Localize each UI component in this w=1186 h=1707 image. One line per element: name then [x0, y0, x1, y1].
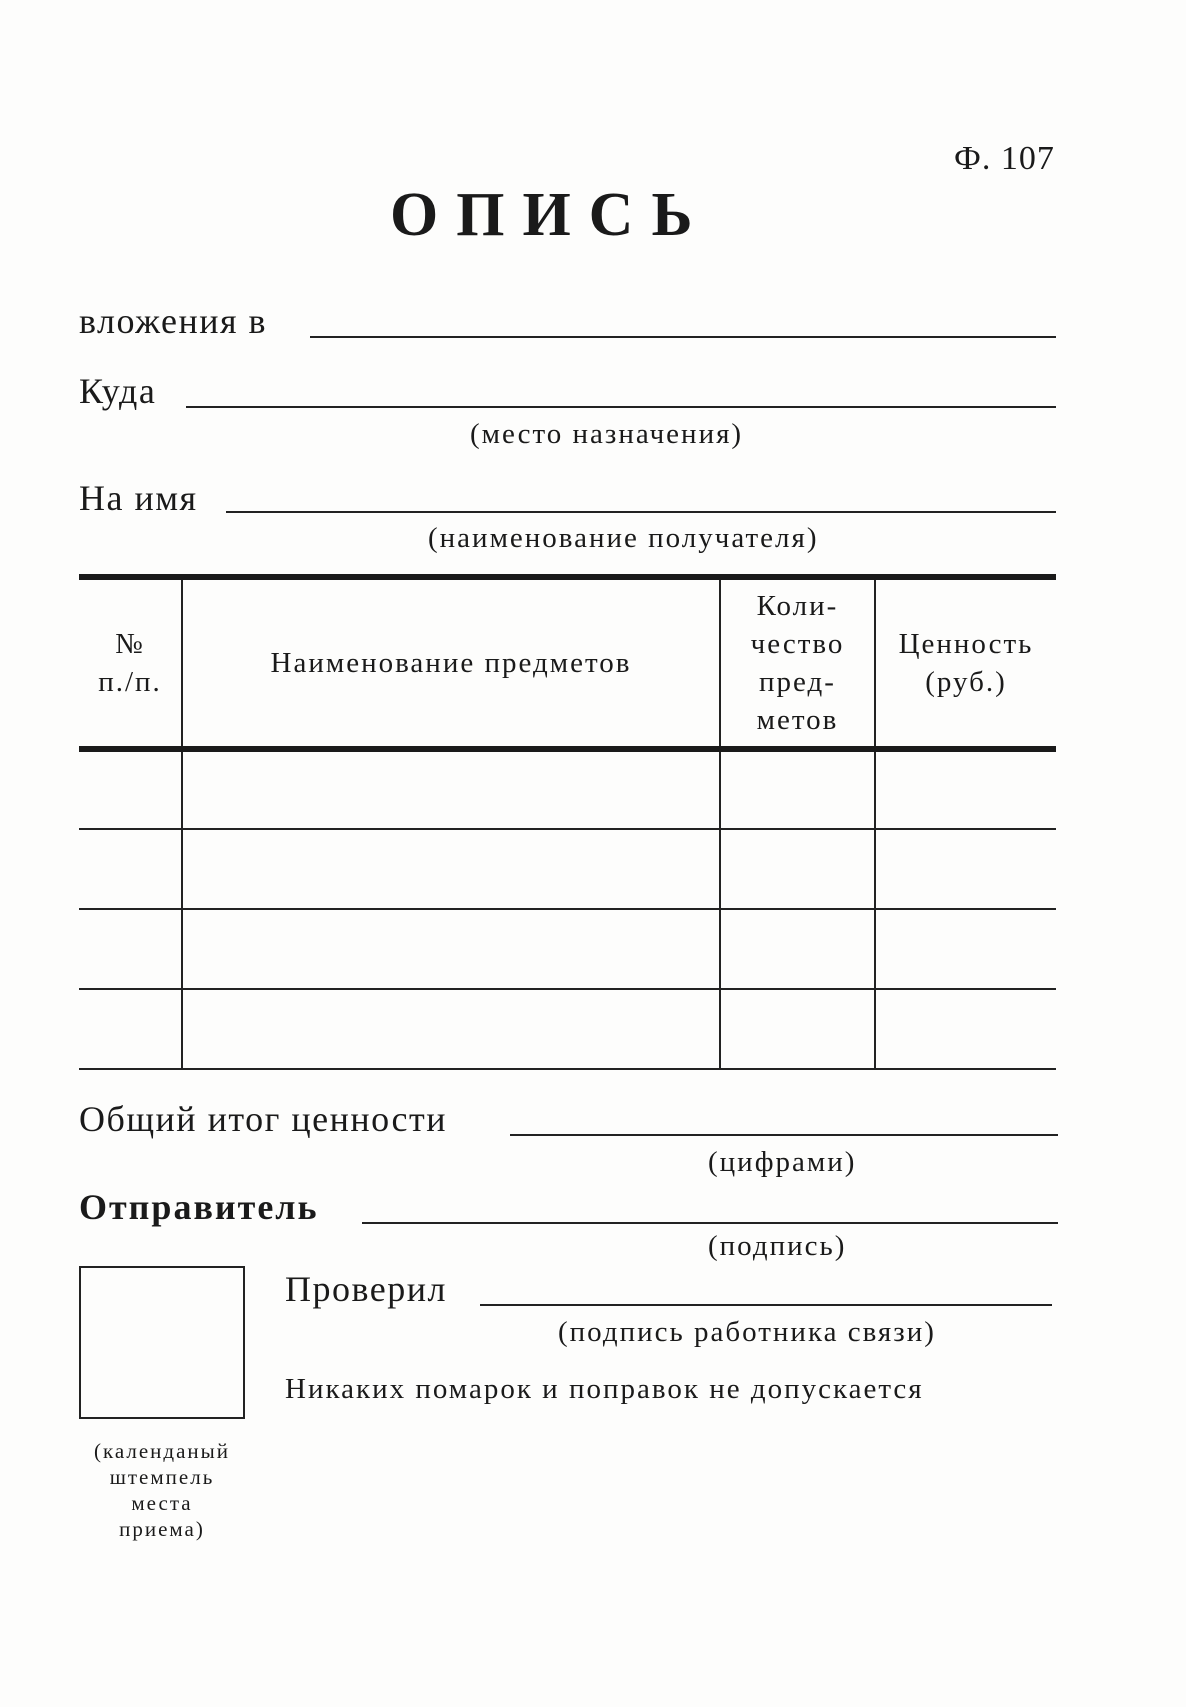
- cell-item-name[interactable]: [182, 989, 720, 1069]
- document-title: ОПИСЬ: [390, 181, 711, 249]
- cell-item-name[interactable]: [182, 749, 720, 829]
- calendar-stamp-box: [79, 1266, 245, 1419]
- form-number: Ф. 107: [954, 140, 1055, 177]
- items-table: [79, 574, 1056, 1070]
- total-field[interactable]: [510, 1134, 1058, 1136]
- cell-number[interactable]: [79, 909, 182, 989]
- cell-value[interactable]: [875, 989, 1056, 1069]
- cell-number[interactable]: [79, 829, 182, 909]
- header-quantity-line: Коли-: [756, 590, 839, 622]
- cell-number[interactable]: [79, 989, 182, 1069]
- header-value-line: (руб.): [925, 666, 1007, 698]
- sender-signature-field[interactable]: [362, 1222, 1058, 1224]
- table-row: [79, 829, 1056, 909]
- table-header-row: [79, 577, 1056, 749]
- stamp-caption: [79, 1438, 245, 1542]
- recipient-label: На имя: [79, 478, 198, 518]
- cell-quantity[interactable]: [720, 749, 875, 829]
- cell-number[interactable]: [79, 749, 182, 829]
- table-row: [79, 989, 1056, 1069]
- attachment-label: вложения в: [79, 301, 268, 341]
- header-number-line: п./п.: [98, 666, 162, 698]
- cell-quantity[interactable]: [720, 909, 875, 989]
- stamp-caption-line: приема): [119, 1517, 205, 1541]
- checked-label: Проверил: [285, 1269, 447, 1309]
- cell-value[interactable]: [875, 749, 1056, 829]
- attachment-field[interactable]: [310, 336, 1056, 338]
- cell-item-name[interactable]: [182, 909, 720, 989]
- notice-text: Никаких помарок и поправок не допускается: [285, 1373, 924, 1405]
- sender-hint: (подпись): [708, 1230, 847, 1262]
- header-number-line: №: [115, 628, 145, 660]
- header-item-name: [182, 577, 720, 749]
- checked-hint: (подпись работника связи): [558, 1316, 936, 1348]
- stamp-caption-line: (календаный: [93, 1439, 230, 1463]
- cell-quantity[interactable]: [720, 829, 875, 909]
- destination-hint: (место назначения): [470, 418, 744, 450]
- stamp-caption-line: штемпель: [109, 1465, 215, 1489]
- header-quantity: [720, 577, 875, 749]
- header-item-name-text: Наименование предметов: [270, 647, 632, 679]
- table-row: [79, 749, 1056, 829]
- destination-label: Куда: [79, 371, 157, 411]
- cell-quantity[interactable]: [720, 989, 875, 1069]
- recipient-field[interactable]: [226, 511, 1056, 513]
- header-value: [875, 577, 1056, 749]
- header-value-line: Ценность: [898, 628, 1034, 660]
- stamp-caption-line: места: [131, 1491, 193, 1515]
- header-quantity-line: чество: [750, 628, 845, 660]
- total-hint: (цифрами): [708, 1146, 857, 1178]
- recipient-hint: (наименование получателя): [428, 522, 819, 554]
- header-number: [79, 577, 182, 749]
- checked-signature-field[interactable]: [480, 1304, 1052, 1306]
- cell-value[interactable]: [875, 909, 1056, 989]
- destination-field[interactable]: [186, 406, 1056, 408]
- total-label: Общий итог ценности: [79, 1099, 448, 1139]
- header-quantity-line: пред-: [759, 666, 836, 698]
- cell-item-name[interactable]: [182, 829, 720, 909]
- table-row: [79, 909, 1056, 989]
- header-quantity-line: метов: [756, 704, 839, 736]
- cell-value[interactable]: [875, 829, 1056, 909]
- sender-label: Отправитель: [79, 1187, 319, 1227]
